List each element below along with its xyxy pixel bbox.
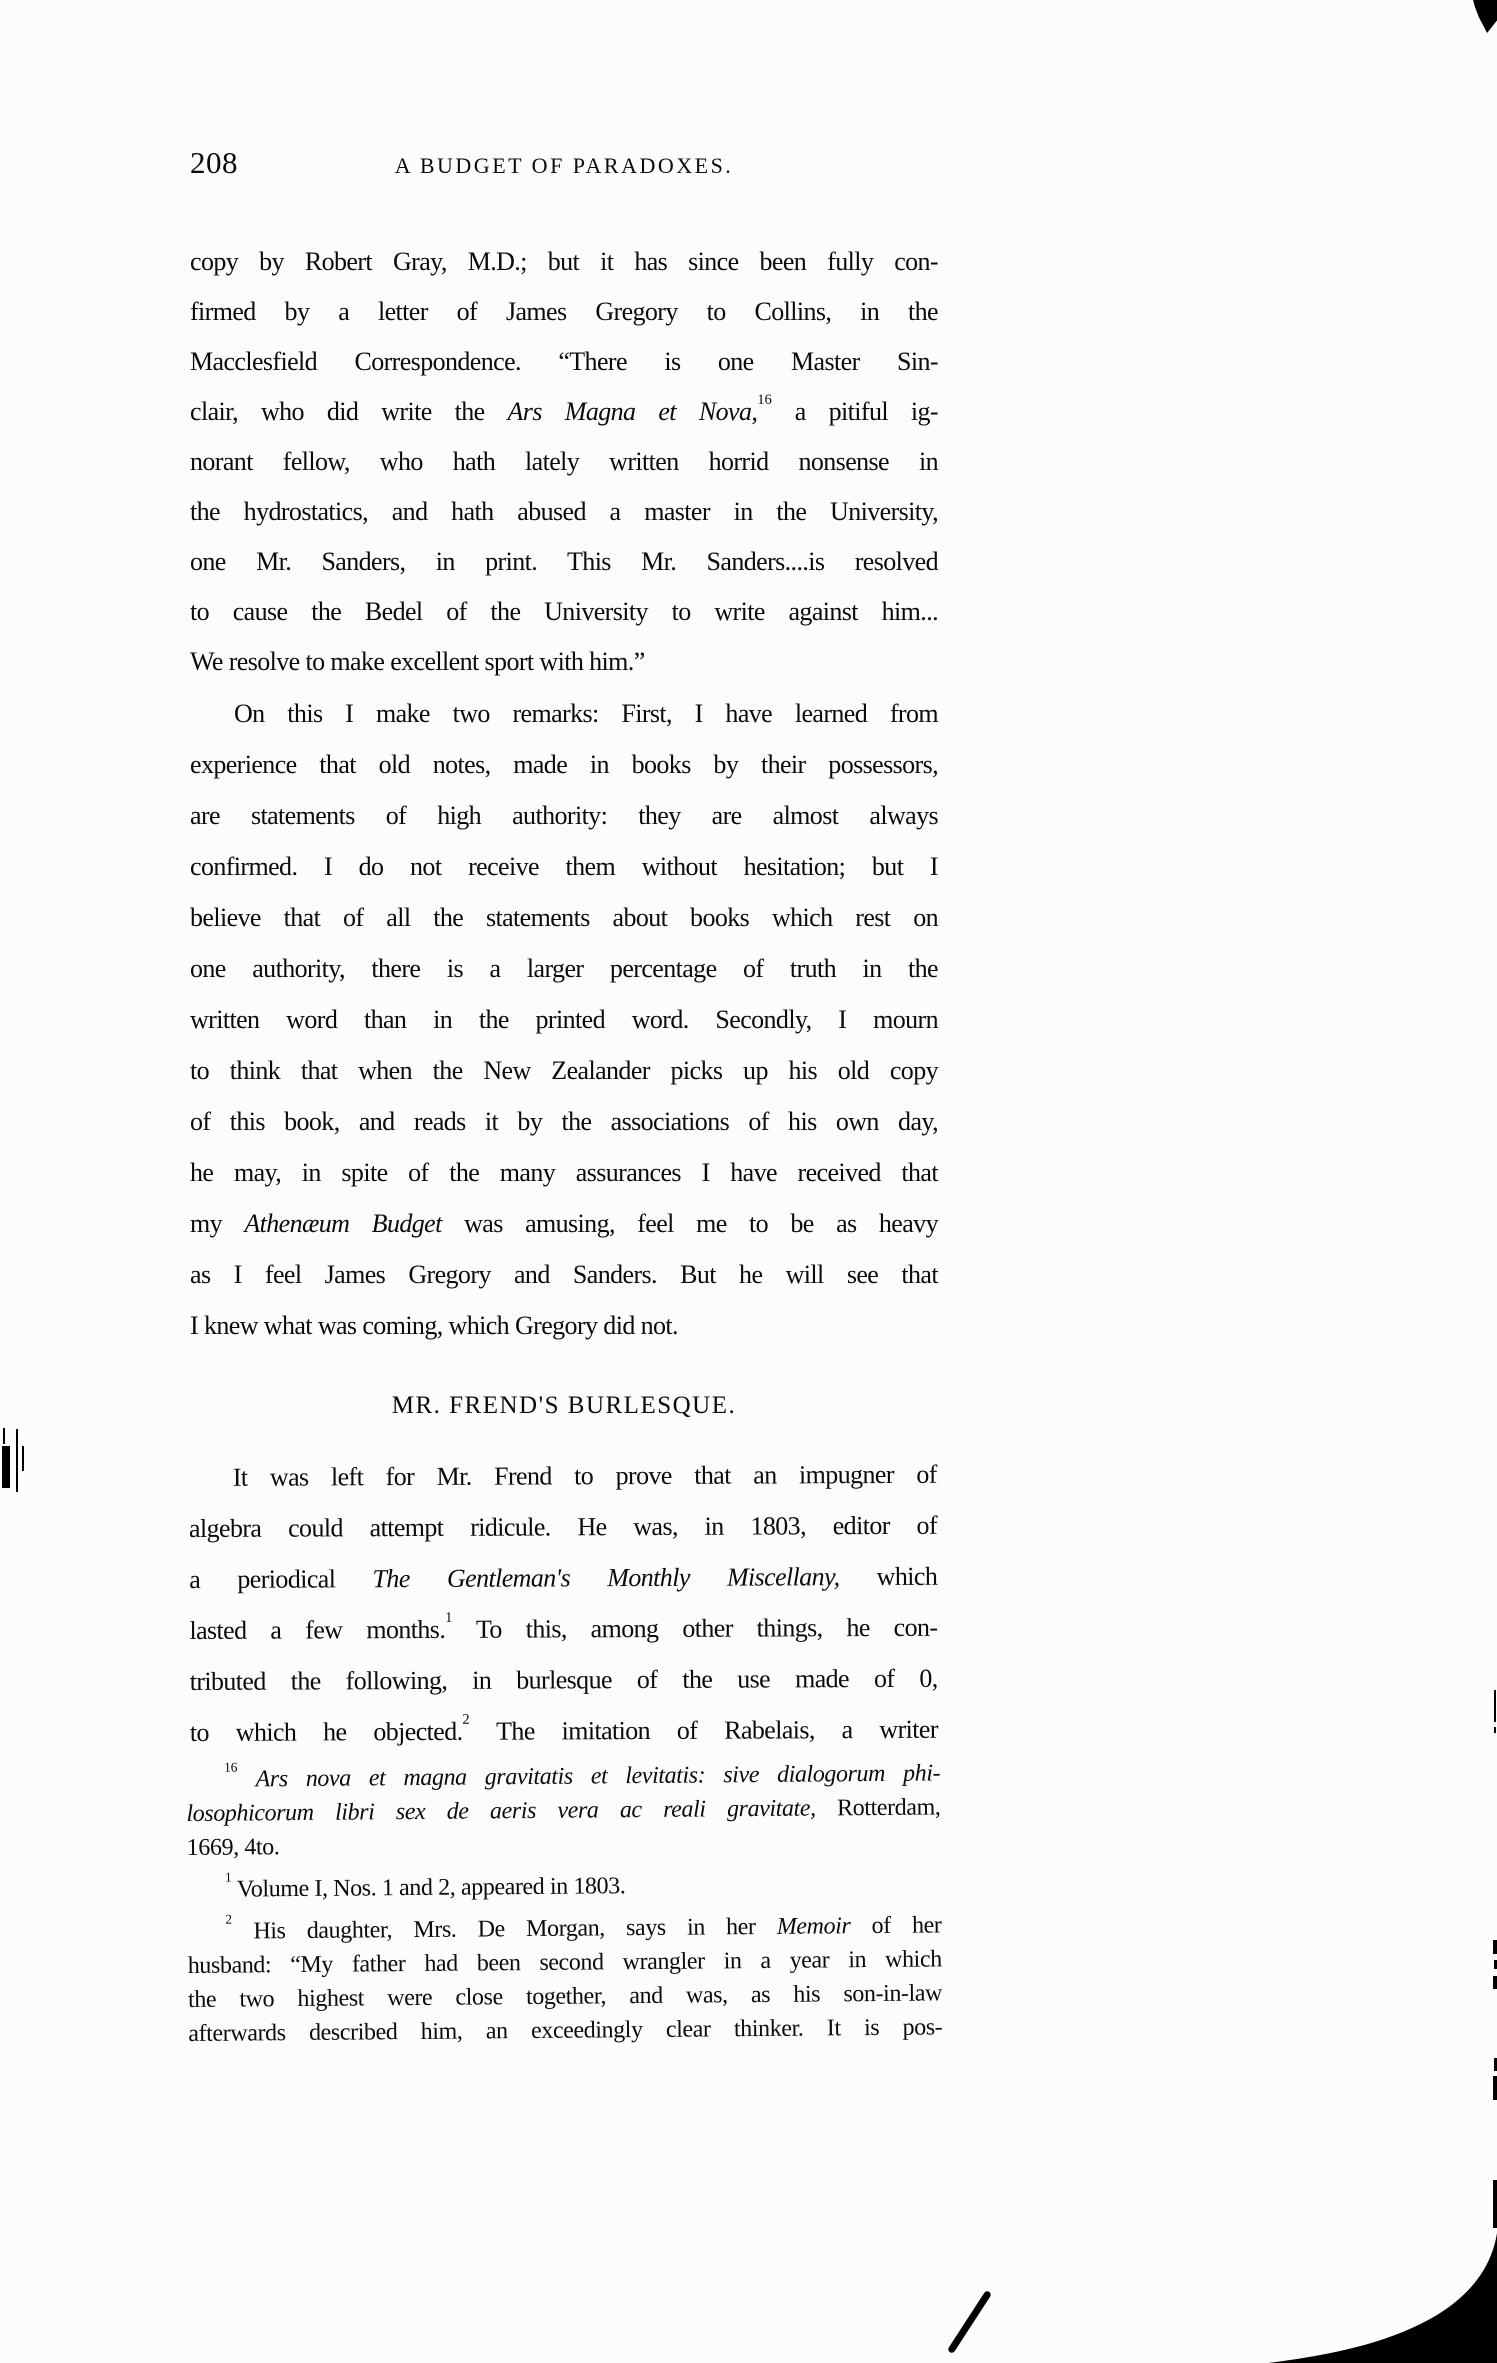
- text-line: $^1$ Volume I, Nos. 1 and 2, appeared in 1803.: [224, 1869, 626, 1903]
- paragraph-1: [190, 237, 938, 687]
- text-line: experience that old notes, made in books by their possessors,: [190, 750, 938, 779]
- text-line: clair, who did write the Ars Magna et Nova,$^{16}$ a pitiful ig-: [190, 391, 938, 426]
- scan-artifact-left-mark: [3, 1428, 5, 1444]
- text-line: the hydrostatics, and hath abused a master in the University,: [190, 497, 938, 526]
- footnotes: [186, 1756, 942, 2051]
- scan-artifact-right-edge: [1493, 1976, 1497, 1989]
- text-line: algebra could attempt ridicule. He was, in 1803, editor of: [188, 1510, 938, 1544]
- text-line: lasted a few months.$^1$ To this, among other things, he con-: [189, 1609, 938, 1646]
- text-line: he may, in spite of the many assurances I have received that: [190, 1158, 938, 1187]
- text-line: afterwards described him, an exceedingly clear thinker. It is pos-: [188, 2014, 943, 2047]
- text-line: We resolve to make excellent sport with him.”: [190, 647, 645, 676]
- text-line: $^{16}$ Ars nova et magna gravitatis et levitatis: sive dialogorum phi-: [223, 1759, 941, 1793]
- text-line: believe that of all the statements about books which rest on: [190, 903, 938, 932]
- text-line: one authority, there is a larger percentage of truth in the: [190, 954, 938, 983]
- page-header: [190, 146, 938, 186]
- paragraph-3: [189, 1449, 938, 1758]
- text-line: norant fellow, who hath lately written horrid nonsense in: [190, 447, 938, 476]
- paragraph-2: [190, 688, 938, 1351]
- text-line: the two highest were close together, and was, as his son-in-law: [187, 1980, 943, 2013]
- scan-artifact-left-mark: [2, 1446, 10, 1488]
- footnote-1: [187, 1866, 941, 1907]
- text-line: copy by Robert Gray, M.D.; but it has since been fully con-: [190, 247, 938, 276]
- scan-artifact-right-edge: [1494, 1727, 1496, 1733]
- scan-artifact-corner-shadow: [1240, 2223, 1497, 2363]
- text-line: of this book, and reads it by the associations of his own day,: [190, 1107, 938, 1136]
- text-line: to cause the Bedel of the University to write against him...: [190, 597, 938, 626]
- scan-artifact-right-edge: [1493, 2180, 1497, 2228]
- text-line: written word than in the printed word. Secondly, I mourn: [190, 1005, 938, 1034]
- text-line: $^2$ His daughter, Mrs. De Morgan, says in her Memoir of her: [225, 1911, 942, 1945]
- page-number: 208: [190, 145, 238, 180]
- scan-artifact-left-mark: [22, 1446, 24, 1471]
- text-line: confirmed. I do not receive them without hesitation; but I: [190, 852, 938, 881]
- text-line: a periodical The Gentleman's Monthly Miscellany, which: [189, 1561, 938, 1595]
- scan-artifact-right-edge: [1493, 2076, 1497, 2100]
- text-line: losophicorum libri sex de aeris vera ac reali gravitate, Rotterdam,: [186, 1794, 941, 1827]
- text-line: I knew what was coming, which Gregory did not.: [190, 1311, 678, 1340]
- text-line: tributed the following, in burlesque of the use made of 0,: [189, 1663, 938, 1697]
- scan-artifact-top-right-wedge: [1471, 0, 1497, 33]
- text-line: to think that when the New Zealander picks up his old copy: [190, 1056, 938, 1085]
- text-line: as I feel James Gregory and Sanders. But he will see that: [190, 1260, 938, 1289]
- scan-artifact-left-mark: [16, 1429, 18, 1492]
- scan-artifact-right-edge: [1494, 1690, 1496, 1722]
- text-line: are statements of high authority: they are almost always: [190, 801, 938, 830]
- text-line: to which he objected.$^2$ The imitation of Rabelais, a writer: [189, 1711, 938, 1748]
- text-line: 1669, 4to.: [186, 1834, 280, 1861]
- text-line: firmed by a letter of James Gregory to Collins, in the: [190, 297, 938, 326]
- text-line: my Athenæum Budget was amusing, feel me to be as heavy: [190, 1209, 938, 1238]
- text-line: It was left for Mr. Frend to prove that an impugner of: [232, 1459, 937, 1492]
- text-line: Macclesfield Correspondence. “There is one Master Sin-: [190, 347, 938, 376]
- text-line: On this I make two remarks: First, I have learned from: [234, 699, 938, 728]
- footnote-2: [187, 1908, 942, 2051]
- scan-artifact-right-edge: [1493, 1940, 1497, 1954]
- section-heading: MR. FREND'S BURLESQUE.: [391, 1392, 737, 1419]
- running-title: A BUDGET OF PARADOXES.: [394, 153, 734, 178]
- text-line: husband: “My father had been second wrangler in a year in which: [187, 1946, 942, 1979]
- text-line: one Mr. Sanders, in print. This Mr. Sanders....is resolved: [190, 547, 938, 576]
- footnote-16: [186, 1756, 941, 1865]
- scan-artifact-ink-stroke: [947, 2290, 992, 2354]
